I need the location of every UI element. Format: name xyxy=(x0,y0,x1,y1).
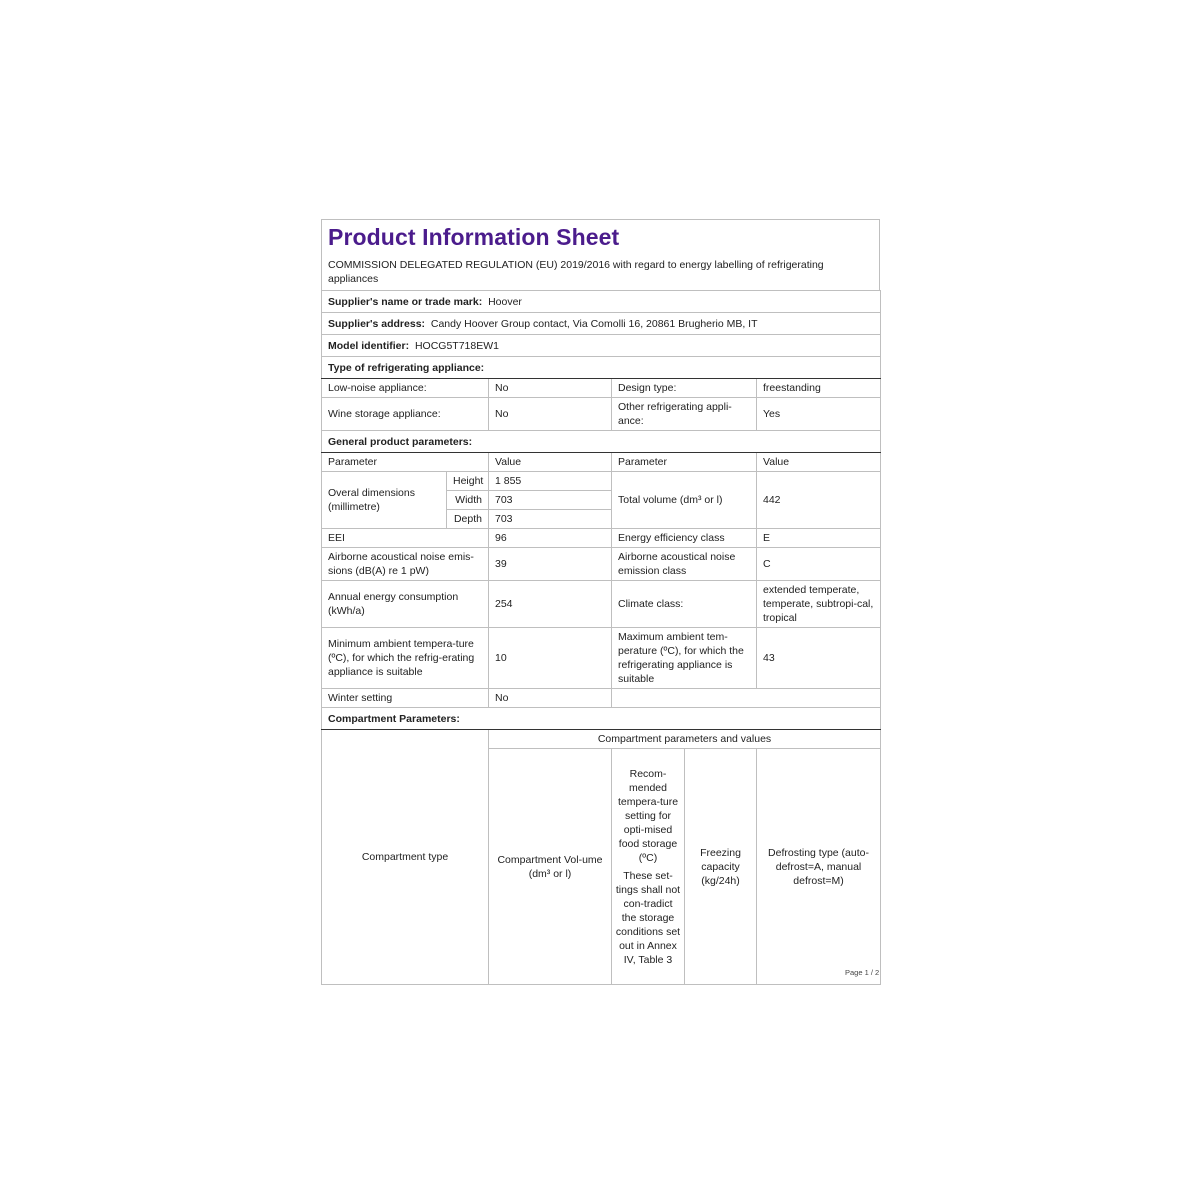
annual-energy-label: Annual energy consumption (kWh/a) xyxy=(322,581,489,628)
col-header-value-2: Value xyxy=(757,453,881,472)
depth-value: 703 xyxy=(489,510,612,529)
low-noise-value: No xyxy=(489,379,612,398)
width-value: 703 xyxy=(489,491,612,510)
compartment-section-heading: Compartment Parameters: xyxy=(322,708,881,730)
empty-cell xyxy=(612,689,881,708)
compartment-volume-header: Compartment Vol-ume (dm³ or l) xyxy=(489,749,612,985)
max-ambient-temp-value: 43 xyxy=(757,628,881,689)
wine-storage-value: No xyxy=(489,398,612,431)
supplier-name-label: Supplier's name or trade mark: xyxy=(328,295,483,308)
supplier-name-row xyxy=(322,291,881,313)
eei-label: EEI xyxy=(322,529,489,548)
compartment-group-header: Compartment parameters and values xyxy=(489,730,881,749)
sheet-header xyxy=(321,219,880,290)
model-identifier-label: Model identifier: xyxy=(328,339,410,352)
other-refrigerating-value: Yes xyxy=(757,398,881,431)
noise-class-label: Airborne acoustical noise emission class xyxy=(612,548,757,581)
page-number: Page 1 / 2 xyxy=(845,968,880,977)
model-identifier-row xyxy=(322,335,881,357)
supplier-address-label: Supplier's address: xyxy=(328,317,426,330)
noise-class-value: C xyxy=(757,548,881,581)
design-type-value: freestanding xyxy=(757,379,881,398)
recommended-temp-header xyxy=(612,749,685,985)
col-header-value: Value xyxy=(489,453,612,472)
supplier-address-value: Candy Hoover Group contact, Via Comolli 16, 20861 Brugherio MB, IT xyxy=(430,317,758,330)
eei-value: 96 xyxy=(489,529,612,548)
type-section-heading: Type of refrigerating appliance: xyxy=(322,357,881,379)
winter-setting-value: No xyxy=(489,689,612,708)
climate-class-value: extended temperate, temperate, subtropi-cal, tropical xyxy=(757,581,881,628)
recommended-temp-text: Recom-mended tempera-ture setting for opti-mised food storage (ºC) xyxy=(617,767,679,864)
height-label: Height xyxy=(447,472,489,491)
low-noise-label: Low-noise appliance: xyxy=(322,379,489,398)
page-title: Product Information Sheet xyxy=(328,224,620,250)
model-identifier-value: HOCG5T718EW1 xyxy=(414,339,499,352)
other-refrigerating-label: Other refrigerating appli-ance: xyxy=(612,398,757,431)
total-volume-value: 442 xyxy=(757,472,881,529)
energy-class-value: E xyxy=(757,529,881,548)
annual-energy-value: 254 xyxy=(489,581,612,628)
min-ambient-temp-label: Minimum ambient tempera-ture (ºC), for which the refrig-erating appliance is suitable xyxy=(322,628,489,689)
design-type-label: Design type: xyxy=(612,379,757,398)
width-label: Width xyxy=(447,491,489,510)
height-value: 1 855 xyxy=(489,472,612,491)
freezing-capacity-header: Freezing capacity (kg/24h) xyxy=(685,749,757,985)
col-header-parameter: Parameter xyxy=(322,453,489,472)
winter-setting-label: Winter setting xyxy=(322,689,489,708)
supplier-name-value: Hoover xyxy=(488,295,522,308)
min-ambient-temp-value: 10 xyxy=(489,628,612,689)
defrosting-type-header: Defrosting type (auto-defrost=A, manual defrost=M) xyxy=(757,749,881,985)
recommended-temp-note: These set-tings shall not con-tradict the storage conditions set out in Annex IV, Table 3 xyxy=(615,869,681,966)
info-table xyxy=(321,290,881,985)
supplier-address-row xyxy=(322,313,881,335)
climate-class-label: Climate class: xyxy=(612,581,757,628)
noise-emissions-label: Airborne acoustical noise emis-sions (dB(A) re 1 pW) xyxy=(322,548,489,581)
regulation-text: COMMISSION DELEGATED REGULATION (EU) 2019/2016 with regard to energy labelling of refrigerating appliances xyxy=(328,259,824,285)
noise-emissions-value: 39 xyxy=(489,548,612,581)
energy-class-label: Energy efficiency class xyxy=(612,529,757,548)
col-header-parameter-2: Parameter xyxy=(612,453,757,472)
wine-storage-label: Wine storage appliance: xyxy=(322,398,489,431)
dimensions-label: Overal dimensions (millimetre) xyxy=(322,472,447,529)
depth-label: Depth xyxy=(447,510,489,529)
general-section-heading: General product parameters: xyxy=(322,431,881,453)
max-ambient-temp-label: Maximum ambient tem-perature (ºC), for which the refrigerating appliance is suitable xyxy=(612,628,757,689)
product-information-sheet xyxy=(321,219,880,985)
compartment-type-header: Compartment type xyxy=(322,730,489,985)
total-volume-label: Total volume (dm³ or l) xyxy=(612,472,757,529)
